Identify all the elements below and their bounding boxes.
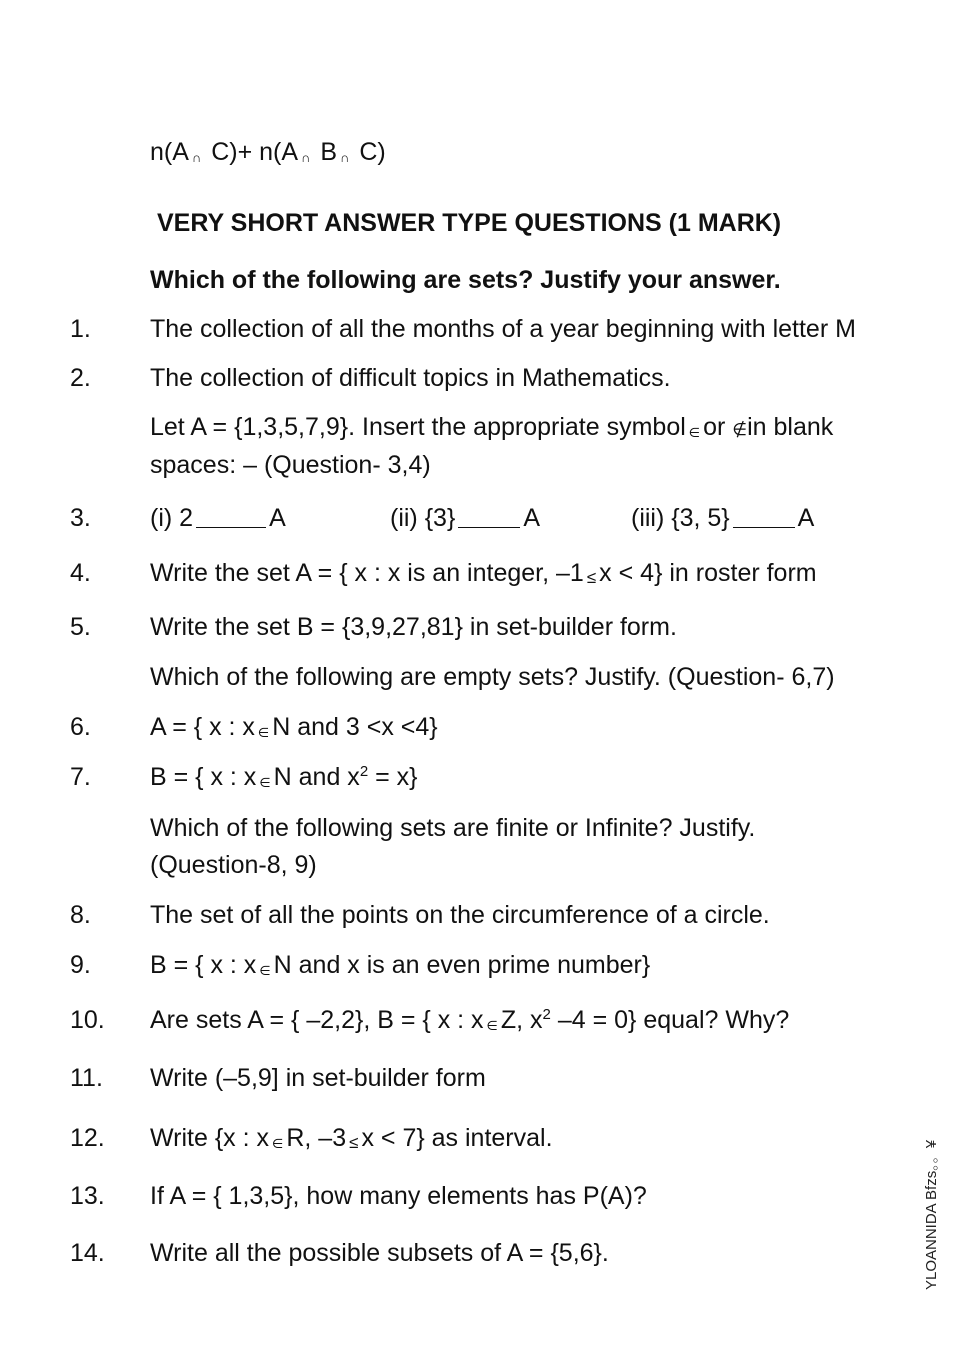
expr-part: B bbox=[320, 138, 338, 166]
question-text: Write all the possible subsets of A = {5,6}. bbox=[150, 1239, 609, 1267]
text-part: N and 3 <x <4} bbox=[272, 713, 438, 741]
part-label: (ii) {3} bbox=[390, 504, 456, 532]
text-part: x < 4} in roster form bbox=[599, 559, 817, 587]
text-part: B = { x : x bbox=[150, 763, 257, 791]
question-text bbox=[150, 712, 438, 748]
element-of-symbol: ∈ bbox=[272, 1136, 284, 1151]
question-text bbox=[150, 1123, 553, 1159]
intro-empty-sets: Which of the following are empty sets? Justify. (Question- 6,7) bbox=[150, 663, 835, 691]
text-part: N and x is an even prime number} bbox=[273, 951, 651, 979]
text-part: R, –3 bbox=[286, 1124, 347, 1152]
question-number: 6. bbox=[70, 713, 91, 741]
expr-part: C)+ n(A bbox=[211, 138, 299, 166]
element-of-symbol: ∈ bbox=[688, 425, 701, 440]
question-number: 7. bbox=[70, 763, 91, 791]
question-number: 1. bbox=[70, 315, 91, 343]
intro-finite-infinite-line2: (Question-8, 9) bbox=[150, 851, 317, 879]
text-part: Are sets A = { –2,2}, B = { x : x bbox=[150, 1006, 484, 1034]
intersection-symbol: ∩ bbox=[340, 150, 350, 165]
less-equal-symbol: ≤ bbox=[586, 568, 597, 587]
exponent: 2 bbox=[359, 763, 369, 780]
element-of-symbol: ∈ bbox=[259, 963, 271, 978]
question-number: 12. bbox=[70, 1124, 105, 1152]
intersection-symbol: ∩ bbox=[301, 150, 311, 165]
answer-blank bbox=[458, 507, 520, 528]
intersection-symbol: ∩ bbox=[191, 150, 202, 165]
question-text: Write (–5,9] in set-builder form bbox=[150, 1064, 486, 1092]
expr-part: n(A bbox=[150, 138, 189, 166]
part-tail: A bbox=[269, 504, 286, 532]
question-number: 9. bbox=[70, 951, 91, 979]
question-text: The collection of all the months of a year beginning with letter M bbox=[150, 315, 856, 343]
side-watermark-text: YLOANNIDA Bfzs。。¥ bbox=[923, 1139, 940, 1290]
not-element-of-symbol: ∉ bbox=[732, 420, 748, 439]
part-tail: A bbox=[523, 504, 540, 532]
less-equal-symbol: ≤ bbox=[349, 1133, 359, 1152]
text-part: B = { x : x bbox=[150, 951, 257, 979]
question-text: The collection of difficult topics in Mathematics. bbox=[150, 364, 671, 392]
text-part: Write the set A = { x : x is an integer, –1 bbox=[150, 559, 584, 587]
text-part: A = { x : x bbox=[150, 713, 255, 741]
intro-text: in blank bbox=[747, 413, 834, 441]
question-text bbox=[150, 950, 650, 986]
q3-part-ii bbox=[390, 503, 540, 533]
question-number: 8. bbox=[70, 901, 91, 929]
question-text bbox=[150, 558, 817, 593]
question-text bbox=[150, 762, 418, 798]
question-number: 11. bbox=[70, 1064, 103, 1092]
intro-finite-infinite: Which of the following sets are finite or Infinite? Justify. bbox=[150, 814, 756, 842]
element-of-symbol: ∈ bbox=[486, 1018, 498, 1033]
text-part: Write {x : x bbox=[150, 1124, 270, 1152]
element-of-symbol: ∈ bbox=[257, 725, 270, 740]
intro-symbols bbox=[150, 412, 833, 448]
expr-part: C) bbox=[359, 138, 386, 166]
question-text bbox=[150, 1005, 789, 1041]
text-part: x < 7} as interval. bbox=[361, 1124, 553, 1152]
answer-blank bbox=[733, 507, 795, 528]
intro-text: or bbox=[703, 413, 726, 441]
question-number: 14. bbox=[70, 1239, 105, 1267]
text-part: = x} bbox=[368, 763, 418, 791]
answer-blank bbox=[196, 507, 266, 528]
question-text: The set of all the points on the circumference of a circle. bbox=[150, 901, 770, 929]
exponent: 2 bbox=[542, 1006, 551, 1023]
question-number: 5. bbox=[70, 613, 91, 641]
text-part: –4 = 0} equal? Why? bbox=[550, 1006, 790, 1034]
section-heading: VERY SHORT ANSWER TYPE QUESTIONS (1 MARK) bbox=[157, 209, 782, 237]
question-number: 13. bbox=[70, 1182, 105, 1210]
part-tail: A bbox=[797, 504, 815, 532]
intro-sets: Which of the following are sets? Justify your answer. bbox=[150, 266, 781, 294]
intro-text: Let A = {1,3,5,7,9}. Insert the appropriate symbol bbox=[150, 413, 686, 441]
intro-symbols-line2: spaces: – (Question- 3,4) bbox=[150, 451, 431, 479]
part-label: (iii) {3, 5} bbox=[631, 504, 730, 532]
question-number: 10. bbox=[70, 1006, 105, 1034]
question-number: 3. bbox=[70, 504, 91, 532]
text-part: Z, x bbox=[500, 1006, 543, 1034]
q3-part-i bbox=[150, 503, 286, 533]
q3-part-iii bbox=[631, 503, 814, 533]
element-of-symbol: ∈ bbox=[259, 775, 271, 790]
question-text: Write the set B = {3,9,27,81} in set-builder form. bbox=[150, 613, 677, 641]
part-label: (i) 2 bbox=[150, 504, 194, 532]
top-expression bbox=[150, 137, 386, 173]
question-text: If A = { 1,3,5}, how many elements has P(A)? bbox=[150, 1182, 647, 1210]
text-part: N and x bbox=[273, 763, 360, 791]
question-number: 2. bbox=[70, 364, 91, 392]
question-number: 4. bbox=[70, 559, 91, 587]
